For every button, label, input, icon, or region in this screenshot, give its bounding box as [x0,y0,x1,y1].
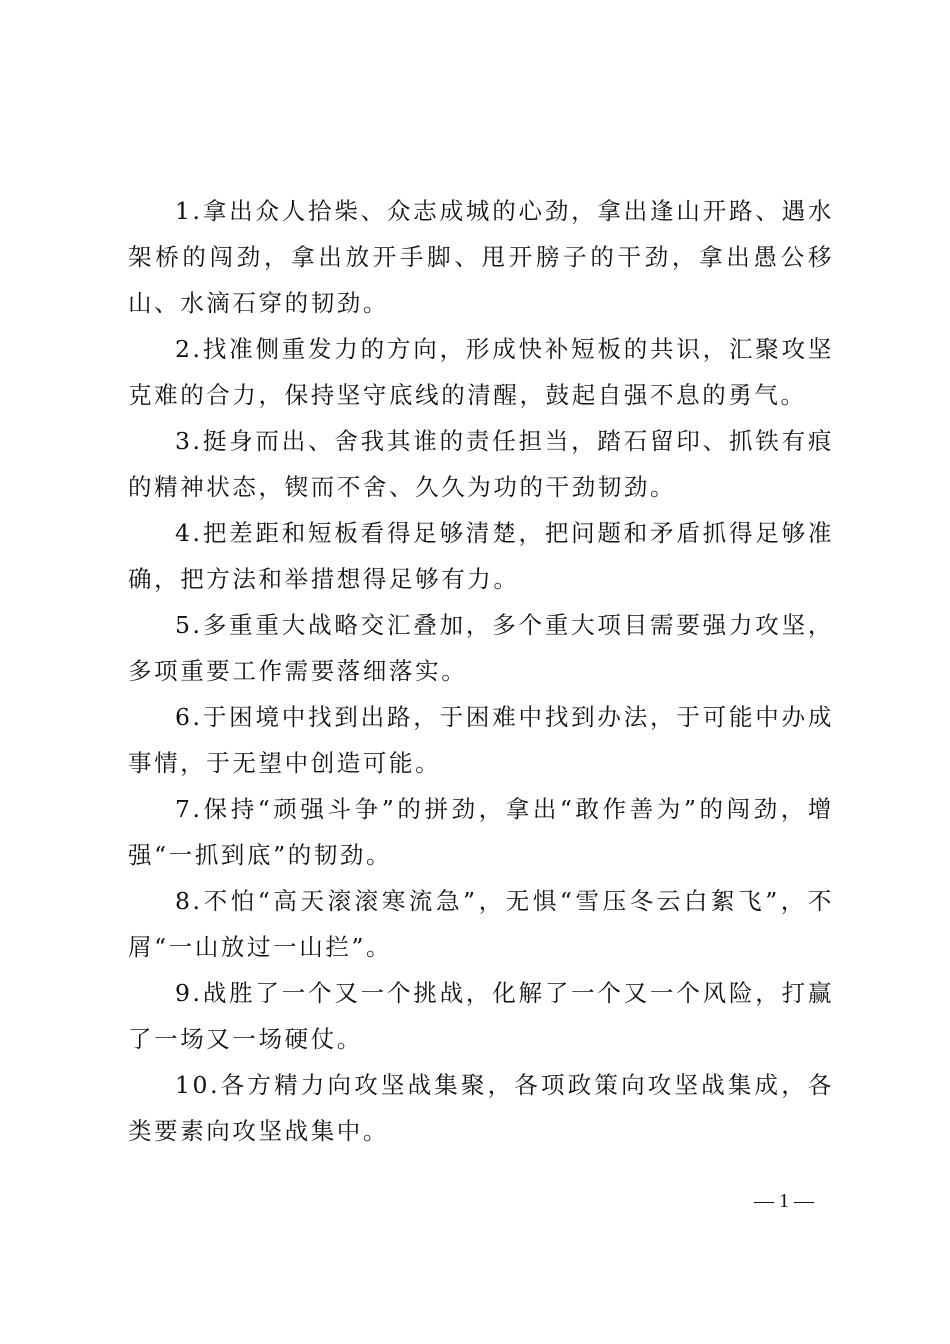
paragraph-4: 4.把差距和短板看得足够清楚，把问题和矛盾抓得足够准确，把方法和举措想得足够有力。 [128,519,834,593]
paragraph-9: 9.战胜了一个又一个挑战，化解了一个又一个风险，打赢了一场又一场硬仗。 [128,979,834,1053]
paragraph-5: 5.多重重大战略交汇叠加，多个重大项目需要强力攻坚，多项重要工作需要落细落实。 [128,611,834,685]
document-body [128,188,834,1154]
paragraph-2: 2.找准侧重发力的方向，形成快补短板的共识，汇聚攻坚克难的合力，保持坚守底线的清醒，鼓起自强不息的勇气。 [128,335,834,409]
paragraph-8: 8.不怕“高天滚滚寒流急”，无惧“雪压冬云白絮飞”，不屑“一山放过一山拦”。 [128,887,834,961]
paragraph-1: 1.拿出众人拾柴、众志成城的心劲，拿出逢山开路、遇水架桥的闯劲，拿出放开手脚、甩开膀子的干劲，拿出愚公移山、水滴石穿的韧劲。 [128,197,834,317]
paragraph-3: 3.挺身而出、舍我其谁的责任担当，踏石留印、抓铁有痕的精神状态，锲而不舍、久久为功的干劲韧劲。 [128,427,834,501]
paragraph-10: 10.各方精力向攻坚战集聚，各项政策向攻坚战集成，各类要素向攻坚战集中。 [128,1071,834,1145]
page-number: — 1 — [754,1190,814,1212]
paragraph-7: 7.保持“顽强斗争”的拼劲，拿出“敢作善为”的闯劲，增强“一抓到底”的韧劲。 [128,795,834,869]
paragraph-6: 6.于困境中找到出路，于困难中找到办法，于可能中办成事情，于无望中创造可能。 [128,703,834,777]
